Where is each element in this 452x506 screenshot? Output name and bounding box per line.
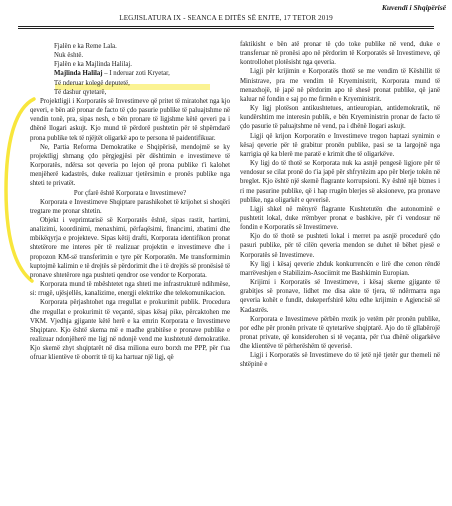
speaker-salutation: – I nderuar zoti Kryetar, — [102, 70, 170, 78]
paragraph: Të nderuar kolegë deputetë, — [54, 79, 130, 87]
paragraph: Ligji shkel në mënyrë flagrante Kushtetutën dhe autonominë e pushtetit lokal, duke rrëmbyer pronat e bashkive, për t'i vendosur në fondin e Korporatës së Investimeve. — [240, 205, 440, 232]
paragraph: Ne, Partia Reforma Demokratike e Shqipërisë, mendojmë se ky projektligj shmang çdo përgjegjësi për dështimin e investimeve të Korporatës, ndërsa sot qeveria po lejon që prona publike t'i kalohet menjëherë kadastrës, duke realizuar tjetërsimin e pronës publike nga shteti te privatët. — [30, 143, 230, 188]
paragraph: Ligji për krijimin e Korporatës thotë se me vendim të Këshillit të Ministrave, pra me vendim të Kryeministrit, Korporata mund të menaxhojë, të japë në përdorim apo të shesë pronat publike, që janë kaluar në fondin e saj po me firmën e Kryeministrit. — [240, 68, 440, 103]
paragraph: Ky ligj plotëson antikushtetues, antieuropian, antidemokratik, në kundërshtim me interesin publik, e bën Kryeministrin pronar de facto të çdo pasurie të paluajtshme në vend, pa i dhënë llogari askujt. — [240, 105, 440, 131]
right-column — [240, 40, 440, 370]
paragraph: Korporata e Investimeve Shqiptare parashikohet të krijohet si shoqëri tregtare me pronar shtetin. — [30, 198, 230, 215]
paragraph: Korporata mund të mbështetet nga shteti me infrastrukturë ndihmëse, si: rrugë, ujësjellës, kanalizime, energji elektrike dhe telekomunikacion. — [30, 281, 230, 298]
masthead: LEGJISLATURA IX - SEANCA E DITËS SË ENJTE, 17 TETOR 2019 — [119, 14, 333, 22]
paragraph: faktikisht e bën atë pronar të çdo toke publike në vend, duke e transferuar në pronësi apo në përdorim të Korporatës së Investimeve, që kontrollohet plotësisht nga qeveria. — [240, 41, 440, 67]
paragraph: Ligji që krijon Korporatën e Investimeve tregon haptazi synimin e kësaj qeverie për të grabitur pronën publike, pasi se ta largojnë nga karrigia që ka blerë me paratë e krimit dhe të oligarkëve. — [240, 132, 440, 158]
paragraph: Ky ligj do të thotë se Korporata nuk ka asnjë pengesë ligjore për të vendosur se cilat pronë do t'ia japë për shfrytëzim apo për blerje tokën në breglet. Kjo është një skemë flagrante korrupsioni. Ky është një biznes i ri me pasurine publike, që i hap rrugën blerjes së aksioneve, pra pronave publike, nga oligarkët e qeverisë. — [240, 160, 440, 204]
masthead-rule-bottom — [18, 28, 434, 29]
left-column — [30, 42, 230, 362]
paragraph: Por çfarë është Korporata e Investimeve? — [73, 189, 187, 197]
speaker-name: Majlinda Halilaj — [54, 70, 103, 78]
paragraph: Të dashur qytetarë, — [54, 88, 107, 96]
paragraph: Projektligji i Korporatës së Investimeve që pritet të miratohet nga kjo qeveri, e bën atë pronar de facto të çdo pasurie publike të paluajtshme në vendin tonë, pra, sipas nesh, e bën pronare të ligjshme këtë qeveri pa i dhënë llogari askujt. Kjo mund të përdorë pushtetin për të shpërndarë prona publike tek të njëjtët oligarkë apo te persona të paidentifikuar. — [30, 97, 230, 142]
paragraph: Ky ligj i kësaj qeverie zhduk konkurrencën e lirë dhe cenon rëndë marrëveshjen e Stabilizim-Asociimit me Bashkimin Europian. — [240, 260, 440, 277]
paragraph: Fjalën e ka Reme Lala. — [54, 43, 117, 50]
publication-source: Kuvendi i Shqipërisë — [381, 3, 446, 12]
paragraph — [54, 69, 230, 78]
paragraph: Krijimi i Korporatës së Investimeve, i kësaj skeme gjigante të grabitjes së pronave, lidhet me disa akte të tjera, të ndërmarra nga qeveria kohët e fundit, dukeperfshirë këtu edhe krijimin e Agjencisë së Kadastrës. — [240, 279, 440, 314]
paragraph: Ligji i Korporatës së Investimeve do të jetë një tjetër gur themeli në shtëpinë e — [240, 352, 440, 369]
paragraph: Korporata e Investimeve përbën rrezik jo vetëm për pronën publike, por edhe për pronën private të qytetarëve shqiptarë. Ajo do të gllabërojë pronat private, që konsiderohen si të veçanta, për t'ua dhënë oligarkëve dhe klientëve të përherëshëm të qeverisë. — [240, 315, 440, 351]
paragraph: Kjo do të thotë se pushteti lokal i merret pa asnjë procedurë çdo pasuri publike, për të cilën qeveria mendon se duhet të bëhet pjesë e Korporatës së Investimeve. — [240, 233, 440, 259]
paragraph: Nuk është. — [54, 52, 84, 60]
paragraph: Fjalën e ka Majlinda Halilaj. — [54, 61, 132, 69]
paragraph: Objekt i veprimtarisë së Korporatës është, sipas rastit, hartimi, analizimi, koordinimi, menaxhimi, përfaqësimi, financimi, zbatimi dhe mbikëqyrja e projekteve. Sipas këtij drafti, Korporata identifikon pronat shtetërore me interes për të realizuar projektin e investimeve dhe i propozon KM-së transferimin e tyre për Korporatën. Me transformimin kuptojmë kalimin e të drejtës së përdorimit dhe i të drejtës së pronësisë të pronave shtetërore nga pushteti qendror ose vendor te Korporata. — [30, 216, 230, 279]
masthead-rule-top — [18, 26, 434, 27]
paragraph: Korporata përjashtohet nga rregullat e prokurimit publik. Procedura dhe rregullat e prokurimit të veçantë, sipas kësaj pike, përcaktohen me VKM. Vjedhja gjigante këtë herë e ka emrin Korporata e Investimeve Shqiptare. Kjo është skema më e madhe grabitëse e pronave publike e realizuar ndonjëherë me ligj në ndonjë vend me kushtetutë demokratike. Kjo skemë zhyt shqiptarët në disa miliona euro borxh me PPP, për t'ua ofruar klientëve të oborrit të tij ka hartuar një ligj, që — [30, 299, 230, 362]
